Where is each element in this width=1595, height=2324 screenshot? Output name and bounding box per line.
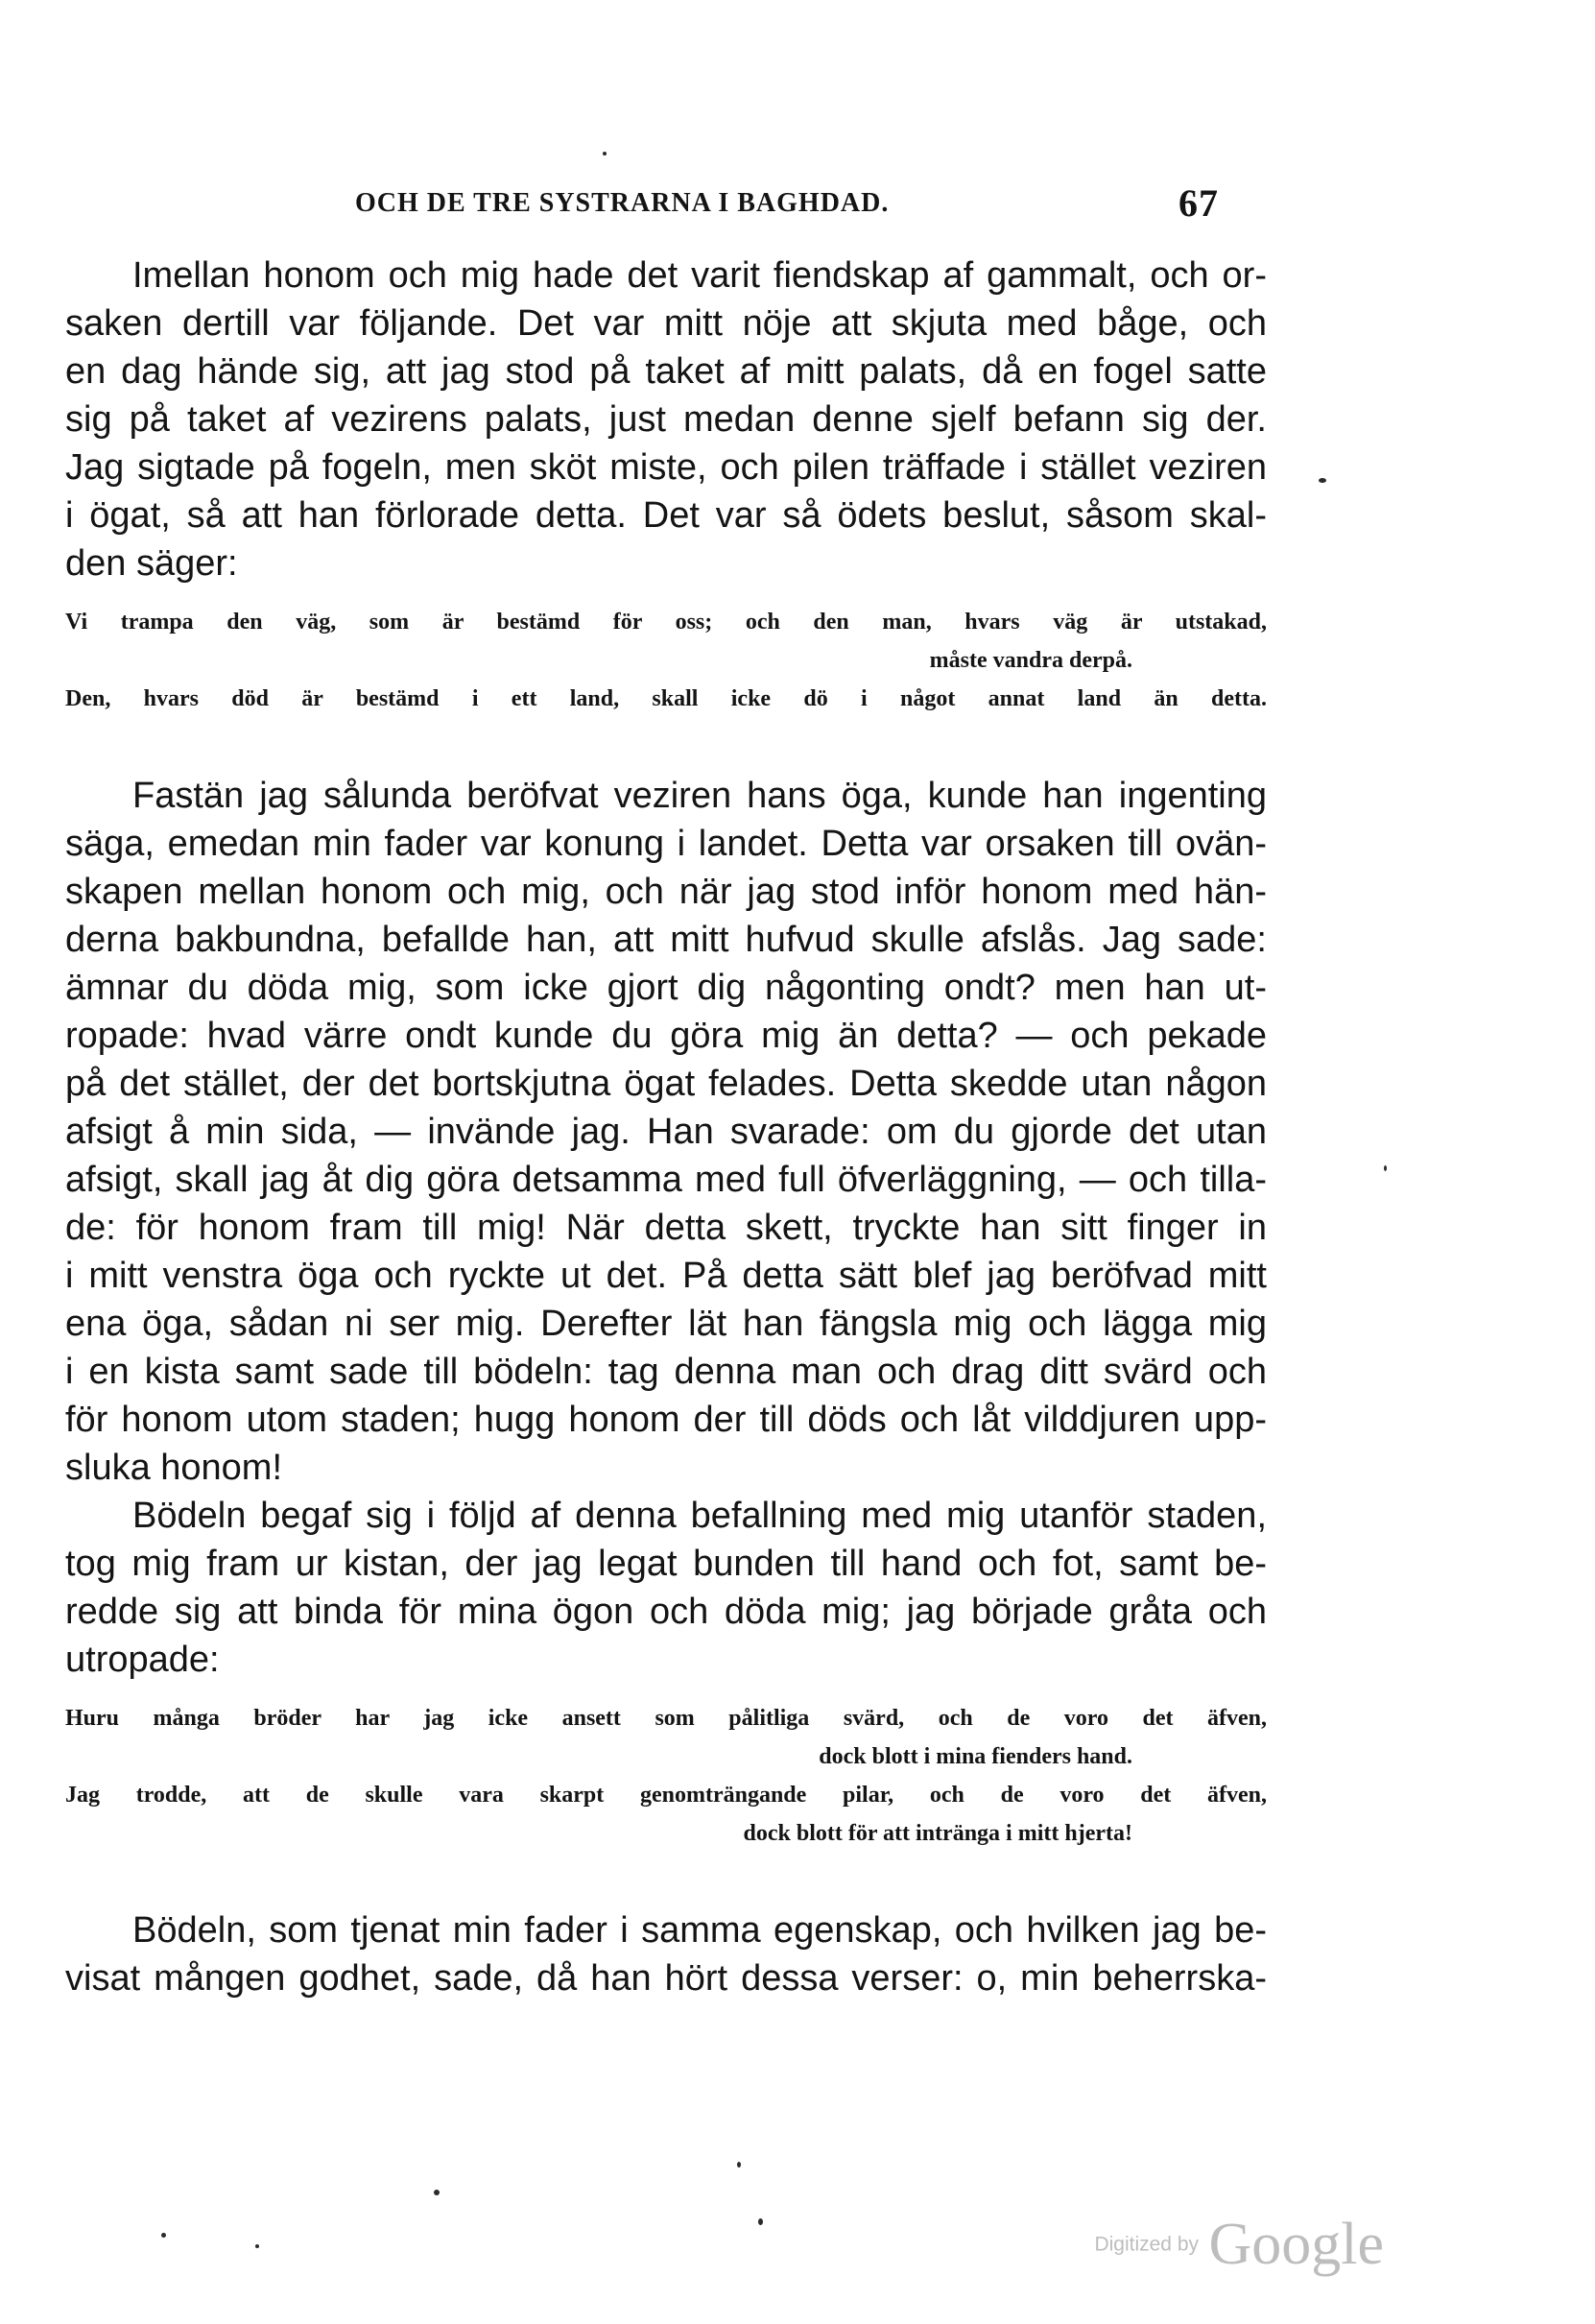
text-line: Bödeln, som tjenat min fader i samma egenskap, och hvilken jag be-: [132, 1910, 1267, 1951]
print-speck: [161, 2233, 166, 2238]
print-speck: [1384, 1165, 1387, 1171]
verse-block-2: [65, 1699, 1267, 1853]
text-line: sluka honom!: [65, 1448, 283, 1488]
text-line: i en kista samt sade till bödeln: tag denna man och drag ditt svärd och: [65, 1352, 1267, 1392]
text-line: Imellan honom och mig hade det varit fiendskap af gammalt, och or-: [132, 255, 1267, 296]
text-line: på det stället, der det bortskjutna ögat felades. Detta skedde utan någon: [65, 1064, 1267, 1104]
text-line: afsigt å min sida, — invände jag. Han svarade: om du gjorde det utan: [65, 1112, 1267, 1152]
paragraph-2: [65, 772, 1267, 1492]
text-line: ropade: hvad värre ondt kunde du göra mig än detta? — och pekade: [65, 1016, 1267, 1056]
text-line: visat mången godhet, sade, då han hört dessa verser: o, min beherrska-: [65, 1958, 1267, 1999]
google-logo: Google: [1208, 2212, 1384, 2277]
text-line: en dag hände sig, att jag stod på taket af mitt palats, då en fogel satte: [65, 351, 1267, 392]
verse-line: Huru många bröder har jag icke ansett som pålitliga svärd, och de voro det äfven,: [65, 1706, 1267, 1731]
running-head: [355, 181, 1219, 225]
text-line: derna bakbundna, befallde han, att mitt hufvud skulle afslås. Jag sade:: [65, 920, 1267, 960]
digitized-by-text: Digitized by: [1094, 2233, 1200, 2256]
text-line: ena öga, sådan ni ser mig. Derefter lät han fängsla mig och lägga mig: [65, 1304, 1267, 1344]
print-speck: [737, 2162, 741, 2168]
paragraph-4: [65, 1906, 1267, 2002]
verse-block-1: [65, 603, 1267, 718]
verse-line-continuation: dock blott för att intränga i mitt hjerta!: [743, 1821, 1132, 1846]
text-line: redde sig att binda för mina ögon och döda mig; jag började gråta och: [65, 1592, 1267, 1632]
paragraph-gap: [65, 1872, 1267, 1906]
running-title: OCH DE TRE SYSTRARNA I BAGHDAD.: [355, 188, 890, 218]
text-line: i mitt venstra öga och ryckte ut det. På detta sätt blef jag beröfvad mitt: [65, 1256, 1267, 1296]
text-line: saken dertill var följande. Det var mitt nöje att skjuta med båge, och: [65, 303, 1267, 344]
google-watermark: [1094, 2211, 1384, 2277]
print-speck: [758, 2218, 763, 2225]
verse-line-continuation: dock blott i mina fienders hand.: [819, 1744, 1132, 1769]
verse-line-continuation: måste vandra derpå.: [929, 648, 1132, 673]
print-speck: [255, 2244, 259, 2248]
text-line: den säger:: [65, 543, 238, 584]
text-line: skapen mellan honom och mig, och när jag stod inför honom med hän-: [65, 872, 1267, 912]
print-speck: [434, 2190, 440, 2195]
verse-line: Vi trampa den väg, som är bestämd för oss; och den man, hvars väg är utstakad,: [65, 610, 1267, 635]
print-speck: [1319, 478, 1326, 483]
page-number: 67: [1178, 181, 1219, 225]
text-line: säga, emedan min fader var konung i landet. Detta var orsaken till ovän-: [65, 824, 1267, 864]
text-line: ämnar du döda mig, som icke gjort dig någonting ondt? men han ut-: [65, 968, 1267, 1008]
text-line: utropade:: [65, 1640, 220, 1680]
text-line: afsigt, skall jag åt dig göra detsamma med full öfverläggning, — och tilla-: [65, 1160, 1267, 1200]
verse-line: Jag trodde, att de skulle vara skarpt genomträngande pilar, och de voro det äfven,: [65, 1783, 1267, 1808]
text-line: sig på taket af vezirens palats, just medan denne sjelf befann sig der.: [65, 399, 1267, 440]
text-line: Jag sigtade på fogeln, men sköt miste, och pilen träffade i stället veziren: [65, 447, 1267, 488]
text-line: tog mig fram ur kistan, der jag legat bunden till hand och fot, samt be-: [65, 1544, 1267, 1584]
body-text: [65, 252, 1267, 2002]
text-line: för honom utom staden; hugg honom der till döds och låt vilddjuren upp-: [65, 1400, 1267, 1440]
print-speck: [603, 152, 607, 156]
paragraph-1: [65, 252, 1267, 587]
text-line: Fastän jag sålunda beröfvat veziren hans öga, kunde han ingenting: [132, 776, 1267, 816]
paragraph-gap: [65, 737, 1267, 772]
text-line: de: för honom fram till mig! När detta skett, tryckte han sitt finger in: [65, 1208, 1267, 1248]
text-line: i ögat, så att han förlorade detta. Det var så ödets beslut, såsom skal-: [65, 495, 1267, 536]
text-line: Bödeln begaf sig i följd af denna befallning med mig utanför staden,: [132, 1496, 1267, 1536]
verse-line: Den, hvars död är bestämd i ett land, skall icke dö i något annat land än detta.: [65, 686, 1267, 711]
paragraph-3: [65, 1492, 1267, 1684]
